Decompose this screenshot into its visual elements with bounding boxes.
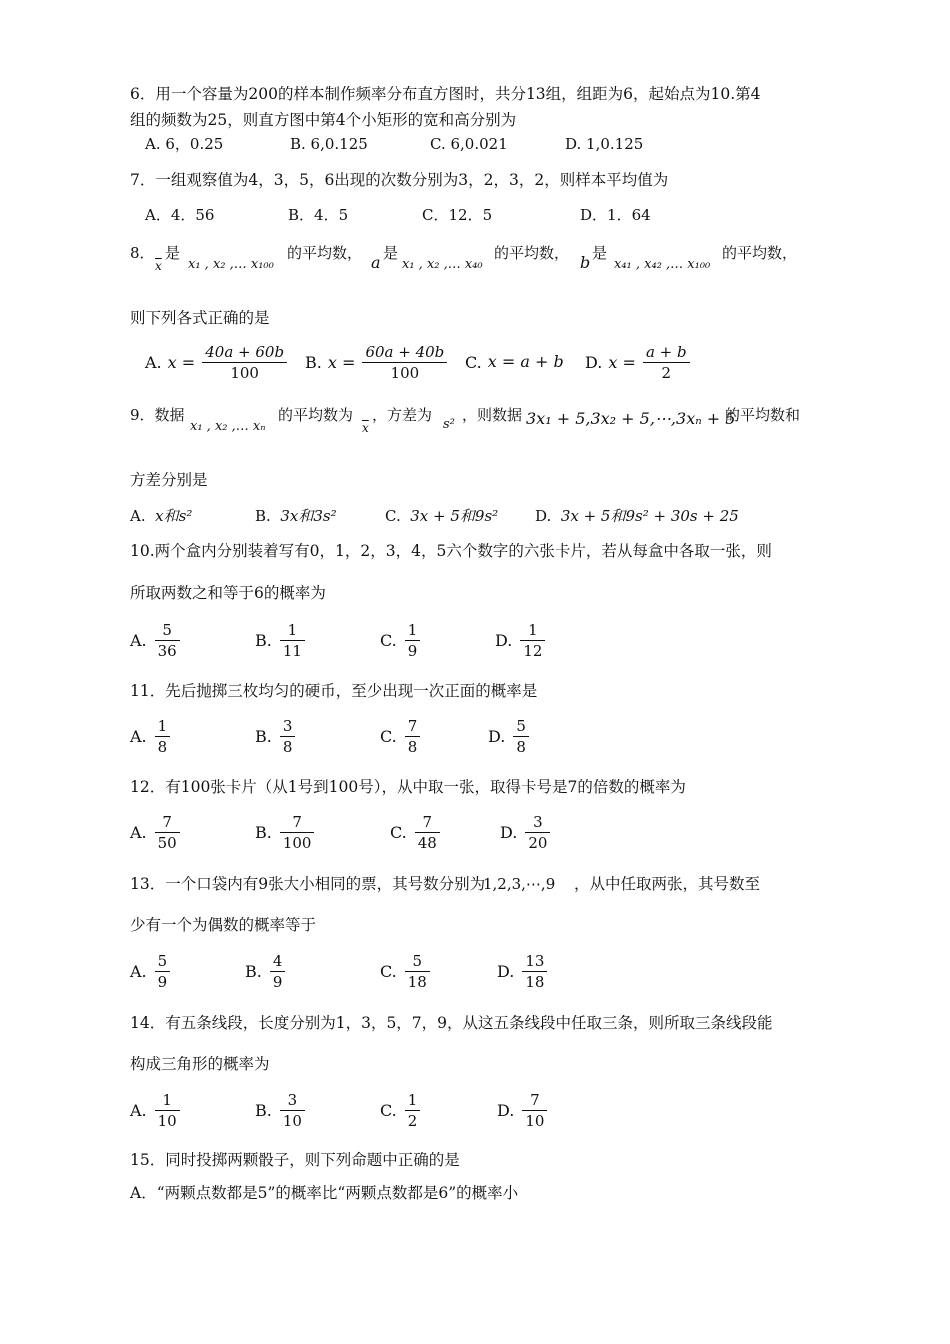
q8-option-a-fraction: $\frac{40a + 60b}{100}$ bbox=[202, 342, 287, 383]
q12-option-b: B. $\frac{7}{100}$ bbox=[255, 812, 316, 853]
q9-option-c: C. 3x + 5和9s² bbox=[385, 507, 499, 525]
q14-option-b: B. $\frac{3}{10}$ bbox=[255, 1090, 307, 1131]
q8-number: 8． bbox=[130, 244, 155, 262]
q8-option-b-lhs: x = bbox=[327, 353, 356, 372]
q6-option-c: C. 6,0.021 bbox=[430, 135, 508, 153]
q9-prefix: 9．数据 bbox=[130, 406, 185, 424]
q13-option-c: C. $\frac{5}{18}$ bbox=[380, 951, 432, 992]
q8-option-a-lhs: x = bbox=[167, 353, 196, 372]
q7-option-a: A．4．56 bbox=[145, 206, 215, 224]
q9-option-d: D. 3x + 5和9s² + 30s + 25 bbox=[535, 507, 739, 525]
q6-option-a: A. 6，0.25 bbox=[145, 135, 224, 153]
q10-option-a-fraction: $\frac{5}{36}$ bbox=[155, 620, 180, 661]
q13-option-d: D. $\frac{13}{18}$ bbox=[497, 951, 549, 992]
q12-option-b-fraction: $\frac{7}{100}$ bbox=[280, 812, 315, 853]
q9-seq: x₁ , x₂ ,… xₙ bbox=[190, 419, 266, 434]
q13-stem-line2: 少有一个为偶数的概率等于 bbox=[130, 916, 317, 934]
q8-seq-3: x₄₁ , x₄₂ ,… x₁₀₀ bbox=[614, 257, 711, 272]
q14-option-a: A. $\frac{1}{10}$ bbox=[130, 1090, 182, 1131]
q14-option-d-fraction: $\frac{7}{10}$ bbox=[522, 1090, 547, 1131]
q7-stem: 7．一组观察值为4，3，5，6出现的次数分别为3，2，3，2，则样本平均值为 bbox=[130, 171, 669, 189]
q13-option-a-fraction: $\frac{5}{9}$ bbox=[155, 951, 171, 992]
q9-text-2: ，方差为 bbox=[372, 406, 433, 424]
q11-option-b: B. $\frac{3}{8}$ bbox=[255, 716, 297, 757]
q9-option-a: A. x和s² bbox=[130, 507, 193, 525]
q9-stem-line2: 方差分别是 bbox=[130, 471, 208, 489]
q8-text-6: 的平均数， bbox=[722, 244, 798, 262]
q9-s2: s² bbox=[443, 417, 455, 432]
q8-a: a bbox=[371, 253, 381, 272]
q15-option-a: A．“两颗点数都是5”的概率比“两颗点数都是6”的概率小 bbox=[130, 1184, 519, 1202]
q9-text-3: ，则数据 bbox=[462, 406, 523, 424]
q13-seq: 1,2,3,⋯,9 bbox=[483, 875, 556, 893]
q10-option-b-fraction: $\frac{1}{11}$ bbox=[280, 620, 305, 661]
q8-text-5: 是 bbox=[592, 244, 608, 262]
q8-stem-line2: 则下列各式正确的是 bbox=[130, 309, 270, 327]
q13-option-c-fraction: $\frac{5}{18}$ bbox=[405, 951, 430, 992]
q8-text-1: 是 bbox=[165, 244, 181, 262]
q14-stem-line2: 构成三角形的概率为 bbox=[130, 1055, 270, 1073]
q9-xbar: $\overline{x}$ bbox=[362, 421, 369, 435]
q9-expr: 3x₁ + 5,3x₂ + 5,⋯,3xₙ + 5 bbox=[526, 409, 736, 428]
q12-stem: 12．有100张卡片（从1号到100号），从中取一张，取得卡号是7的倍数的概率为 bbox=[130, 778, 686, 796]
q12-option-d-fraction: $\frac{3}{20}$ bbox=[525, 812, 550, 853]
q8-text-4: 的平均数， bbox=[494, 244, 570, 262]
q11-option-c: C. $\frac{7}{8}$ bbox=[380, 716, 422, 757]
q11-stem: 11．先后抛掷三枚均匀的硬币，至少出现一次正面的概率是 bbox=[130, 682, 538, 700]
q8-option-c-expr: x = a + b bbox=[487, 352, 564, 371]
q13-option-b-fraction: $\frac{4}{9}$ bbox=[270, 951, 286, 992]
q8-seq-2: x₁ , x₂ ,… x₄₀ bbox=[402, 257, 483, 272]
q11-option-b-fraction: $\frac{3}{8}$ bbox=[280, 716, 296, 757]
q8-option-d-lhs: x = bbox=[608, 353, 636, 372]
q11-option-a: A. $\frac{1}{8}$ bbox=[130, 716, 172, 757]
q6-option-d: D. 1,0.125 bbox=[565, 135, 644, 153]
q12-option-d: D. $\frac{3}{20}$ bbox=[500, 812, 552, 853]
q14-option-a-fraction: $\frac{1}{10}$ bbox=[155, 1090, 180, 1131]
q15-stem: 15．同时投掷两颗骰子，则下列命题中正确的是 bbox=[130, 1151, 460, 1169]
q10-option-d: D. $\frac{1}{12}$ bbox=[495, 620, 547, 661]
q11-option-d-fraction: $\frac{5}{8}$ bbox=[513, 716, 529, 757]
q10-option-d-fraction: $\frac{1}{12}$ bbox=[520, 620, 545, 661]
q14-option-c-fraction: $\frac{1}{2}$ bbox=[405, 1090, 421, 1131]
q6-stem-line2: 组的频数为25，则直方图中第4个小矩形的宽和高分别为 bbox=[130, 111, 517, 129]
q8-b: b bbox=[580, 253, 591, 272]
q12-option-c-fraction: $\frac{7}{48}$ bbox=[415, 812, 440, 853]
q8-text-2: 的平均数， bbox=[287, 244, 363, 262]
q6-stem-line1: 6．用一个容量为200的样本制作频率分布直方图时，共分13组，组距为6，起始点为10.第4 bbox=[130, 85, 761, 103]
q11-option-d: D. $\frac{5}{8}$ bbox=[488, 716, 531, 757]
q8-option-d: D. x = $\frac{a + b}{2}$ bbox=[585, 342, 692, 383]
q12-option-a: A. $\frac{7}{50}$ bbox=[130, 812, 182, 853]
q10-option-c-fraction: $\frac{1}{9}$ bbox=[405, 620, 421, 661]
q9-text-4: 的平均数和 bbox=[725, 406, 801, 424]
q10-stem-line2: 所取两数之和等于6的概率为 bbox=[130, 584, 326, 602]
q8-option-a: A. x = $\frac{40a + 60b}{100}$ bbox=[145, 342, 289, 383]
q10-option-b: B. $\frac{1}{11}$ bbox=[255, 620, 307, 661]
q10-option-c: C. $\frac{1}{9}$ bbox=[380, 620, 422, 661]
q8-text-3: 是 bbox=[383, 244, 399, 262]
q8-option-c: C. x = a + b bbox=[465, 352, 564, 372]
q13-option-d-fraction: $\frac{13}{18}$ bbox=[522, 951, 547, 992]
q13-stem-part1: 13．一个口袋内有9张大小相同的票，其号数分别为 bbox=[130, 875, 486, 893]
q11-option-c-fraction: $\frac{7}{8}$ bbox=[405, 716, 421, 757]
q8-option-b-fraction: $\frac{60a + 40b}{100}$ bbox=[362, 342, 447, 383]
q13-option-a: A. $\frac{5}{9}$ bbox=[130, 951, 172, 992]
q8-option-d-fraction: $\frac{a + b}{2}$ bbox=[643, 342, 690, 383]
q11-option-a-fraction: $\frac{1}{8}$ bbox=[155, 716, 171, 757]
q9-text-1: 的平均数为 bbox=[278, 406, 354, 424]
q12-option-c: C. $\frac{7}{48}$ bbox=[390, 812, 442, 853]
q14-option-b-fraction: $\frac{3}{10}$ bbox=[280, 1090, 305, 1131]
q14-option-c: C. $\frac{1}{2}$ bbox=[380, 1090, 422, 1131]
q7-option-d: D．1．64 bbox=[580, 206, 651, 224]
q13-stem-part2: ，从中任取两张，其号数至 bbox=[574, 875, 761, 893]
q7-option-c: C．12．5 bbox=[422, 206, 493, 224]
q12-option-a-fraction: $\frac{7}{50}$ bbox=[155, 812, 180, 853]
q8-option-b: B. x = $\frac{60a + 40b}{100}$ bbox=[305, 342, 449, 383]
q10-stem-line1: 10.两个盒内分别装着写有0，1，2，3，4，5六个数字的六张卡片，若从每盒中各取一张，则 bbox=[130, 542, 772, 560]
q10-option-a: A. $\frac{5}{36}$ bbox=[130, 620, 182, 661]
q14-stem-line1: 14．有五条线段，长度分别为1，3，5，7，9，从这五条线段中任取三条，则所取三条线段能 bbox=[130, 1014, 773, 1032]
q14-option-d: D. $\frac{7}{10}$ bbox=[497, 1090, 549, 1131]
q7-option-b: B．4．5 bbox=[288, 206, 349, 224]
q6-option-b: B. 6,0.125 bbox=[290, 135, 368, 153]
q8-xbar: $\overline{x}$ bbox=[155, 259, 162, 273]
q9-option-b: B. 3x和3s² bbox=[255, 507, 337, 525]
q13-option-b: B. $\frac{4}{9}$ bbox=[245, 951, 287, 992]
q8-seq-1: x₁ , x₂ ,… x₁₀₀ bbox=[188, 257, 274, 272]
